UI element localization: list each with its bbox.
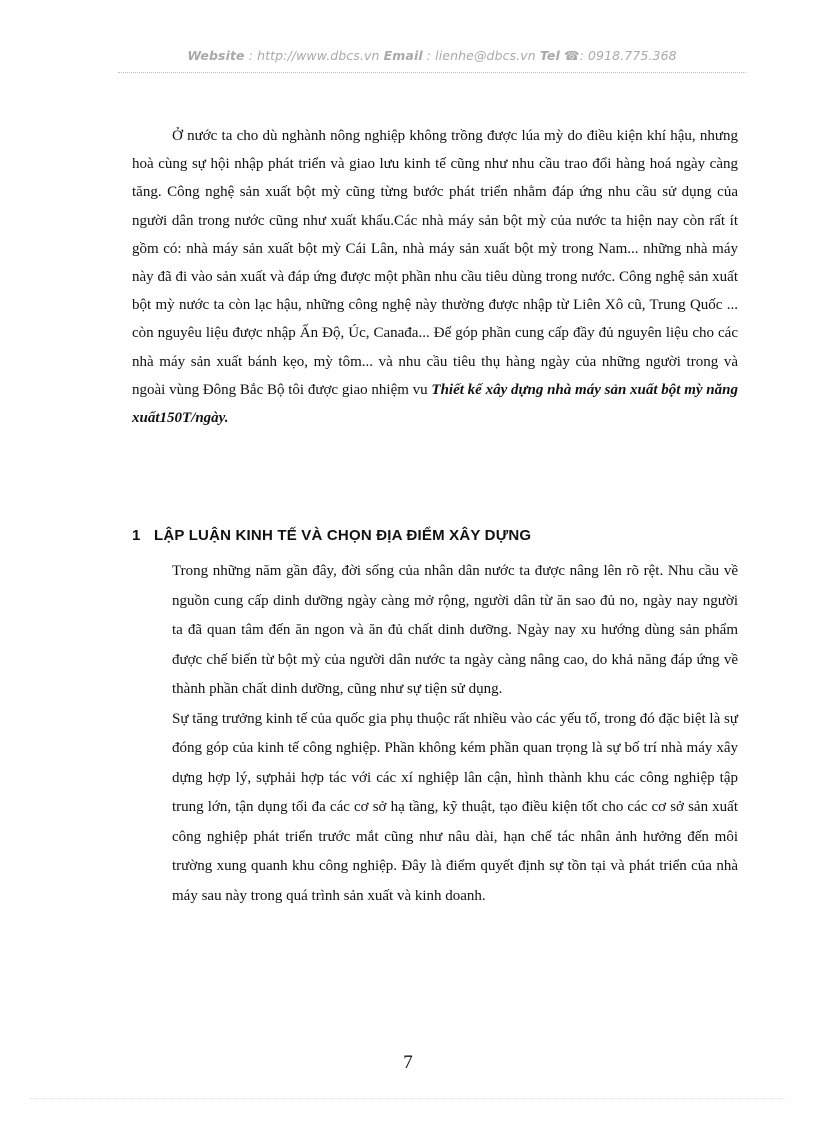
footer-divider	[30, 1098, 786, 1099]
tel-label: Tel	[539, 48, 560, 63]
website-label: Website	[187, 48, 245, 63]
section-number: 1	[132, 527, 141, 544]
tel-number: ☎: 0918.775.368	[563, 48, 677, 63]
section-body	[172, 557, 738, 911]
section-paragraph-1: Trong những năm gần đây, đời sống của nhân dân nước ta được nâng lên rõ rệt. Nhu cầu về nguồn cung cấp dinh dưỡng ngày càng mở rộng, người dân từ ăn sao đủ no, ngày nay người ta đã quan tâm đến ăn ngon và ăn đủ chất dinh dưỡng. Ngày nay xu hướng dùng sản phẩm được chế biến từ bột mỳ của người dân nước ta ngày càng nâng cao, do khả năng đáp ứng về thành phần chất dinh dưỡng, cũng như sự tiện sử dụng.	[172, 563, 738, 697]
page-number: 7	[403, 1052, 413, 1073]
email-address[interactable]: : lienhe@dbcs.vn	[426, 48, 536, 63]
page-header	[118, 48, 746, 70]
intro-paragraph	[132, 122, 738, 432]
website-url[interactable]: : http://www.dbcs.vn	[248, 48, 380, 63]
section-heading	[132, 523, 738, 549]
task-title: Thiết kế xây dựng nhà máy sản xuất bột mỳ năng xuất150T/ngày.	[132, 381, 738, 427]
section-paragraph-2: Sự tăng trưởng kinh tế của quốc gia phụ thuộc rất nhiều vào các yếu tố, trong đó đặc biệt là sự đóng góp của kinh tế công nghiệp. Phần không kém phần quan trọng là sự bố trí nhà máy xây dựng hợp lý, sựphải hợp tác với các xí nghiệp lân cận, hình thành khu các công nghiệp tập trung lớn, tận dụng tối đa các cơ sở hạ tầng, kỹ thuật, tạo điều kiện tốt cho các cơ sở sản xuất công nghiệp phát triển trước mắt cũng như nâu dài, hạn chế tác nhân ảnh hưởng đến môi trường xung quanh khu công nghiệp. Đây là điểm quyết định sự tồn tại và phát triển của nhà máy sau này trong quá trình sản xuất và kinh doanh.	[172, 710, 738, 904]
intro-text: Ở nước ta cho dù nghành nông nghiệp không trồng được lúa mỳ do điều kiện khí hậu, nhưng hoà cùng sự hội nhập phát triển và giao lưu kinh tế cũng như nhu cầu trao đổi hàng hoá ngày càng tăng. Công nghệ sản xuất bột mỳ cũng từng bước phát triển nhằm đáp ứng nhu cầu sử dụng của người dân trong nước cũng như xuất khẩu.Các nhà máy sản bột mỳ của nước ta hiện nay còn rất ít gồm có: nhà máy sản xuất bột mỳ Cái Lân, nhà máy sản xuất bột mỳ trong Nam... những nhà máy này đã đi vào sản xuất và đáp ứng được một phần nhu cầu tiêu dùng trong nước. Công nghệ sản xuất bột mỳ nước ta còn lạc hậu, những công nghệ này thường được nhập từ Liên Xô cũ, Trung Quốc ... còn nguyêu liệu được nhập Ấn Độ, Úc, Canađa... Để góp phần cung cấp đầy đủ nguyên liệu cho các nhà máy sản xuất bánh kẹo, mỳ tôm... và nhu cầu tiêu thụ hàng ngày của những người trong và ngoài vùng Đông Bắc Bộ tôi được giao nhiệm vu	[132, 128, 738, 398]
email-label: Email	[383, 48, 423, 63]
header-divider	[118, 72, 746, 73]
intro-section	[132, 122, 738, 432]
section-title: LẬP LUẬN KINH TẾ VÀ CHỌN ĐỊA ĐIỂM XÂY DỰNG	[154, 527, 532, 544]
